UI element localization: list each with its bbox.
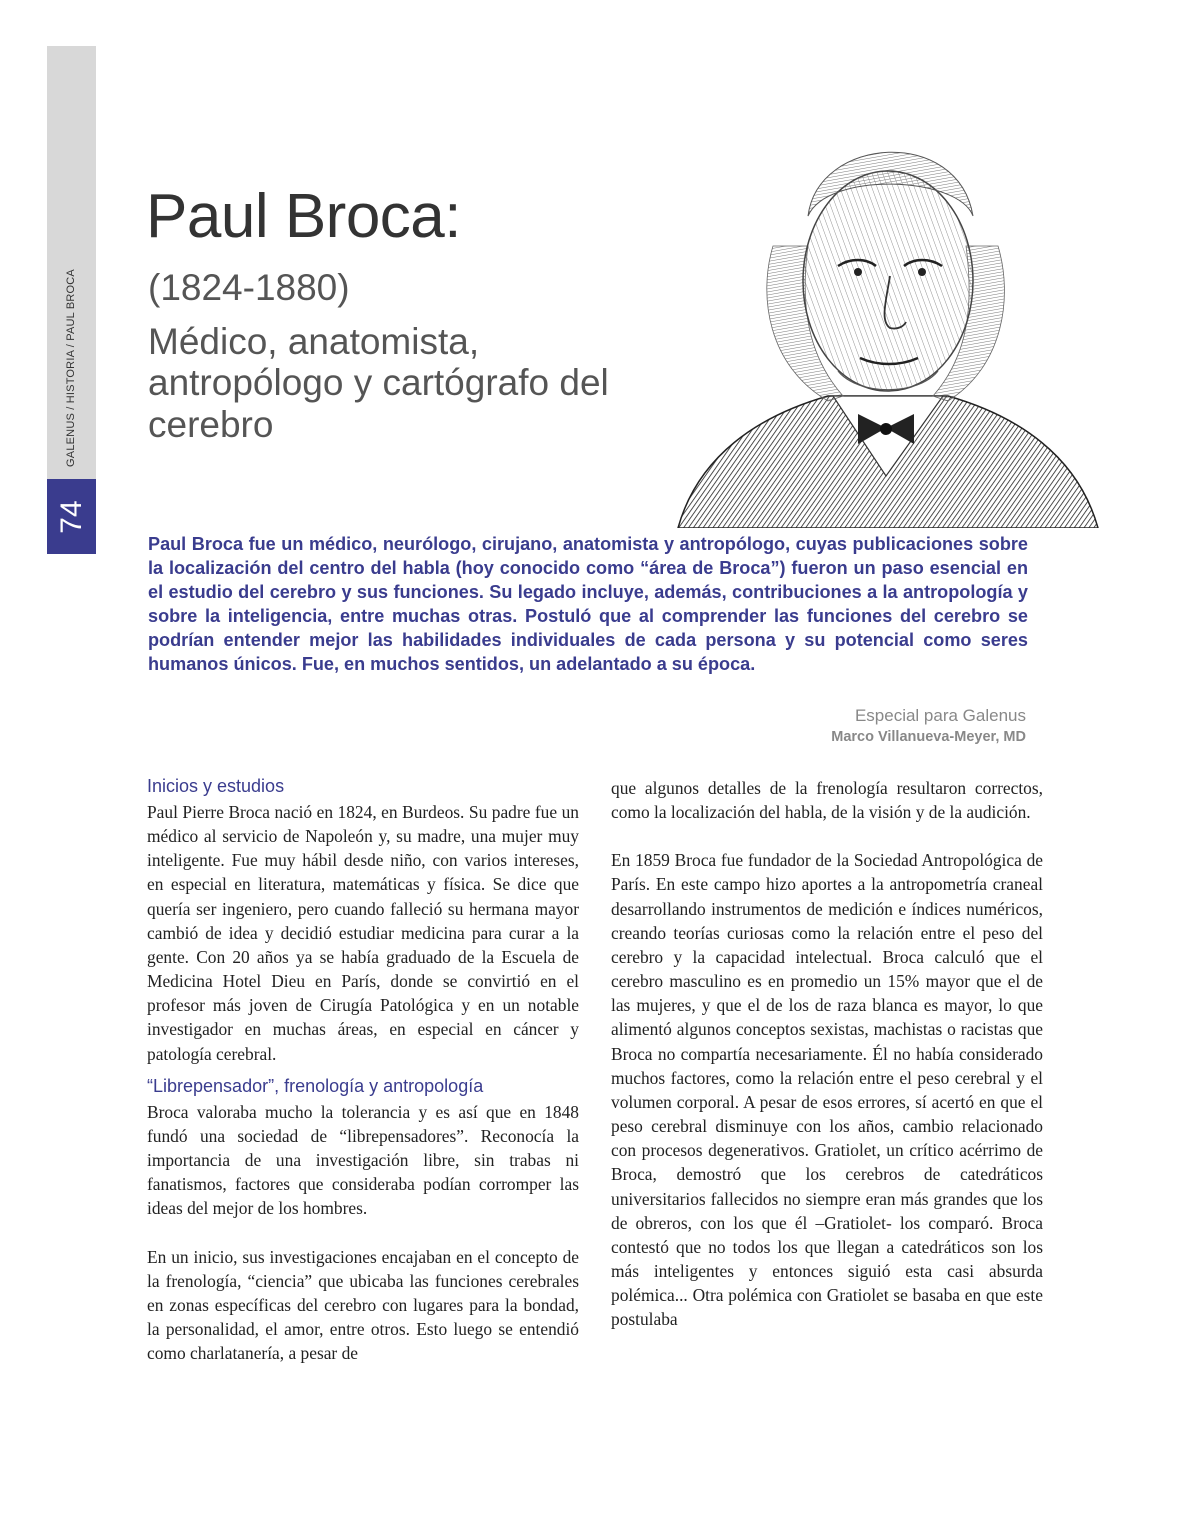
paragraph-3: En un inicio, sus investigaciones encajaban en el concepto de la frenología, “ciencia” que ubicaba las funciones cerebrales en zonas específicas del cerebro con lugares para la bondad, la personalidad, el amor, entre otros. Esto luego se entendió como charlatanería, a pesar de: [147, 1246, 579, 1364]
credit-special: Especial para Galenus: [854, 706, 1026, 725]
article-years: (1824-1880): [148, 267, 350, 308]
section-breadcrumb: GALENUS / HISTORIA / PAUL BROCA: [65, 269, 77, 467]
paragraph-1: Paul Pierre Broca nació en 1824, en Burdeos. Su padre fue un médico al servicio de Napoleón y, su madre, una mujer muy inteligente. Fue muy hábil desde niño, con varios intereses, en especial en literatura, matemáticas y física. Se dice que quería ser ingeniero, pero cuando falleció su hermana mayor cambió de idea y decidió estudiar medicina para curar a la gente. Con 20 años ya se había graduado de la Escuela de Medicina Hotel Dieu en París, donde se convirtió en el profesor más joven de Cirugía Patológica y en un notable investigador en muchas áreas, en especial en cáncer y patología cerebral.: [147, 802, 579, 1064]
page-number-tab: [47, 479, 96, 554]
paragraph-5: En 1859 Broca fue fundador de la Sociedad Antropológica de París. En este campo hizo aportes a la antropometría craneal desarrollando instrumentos de medición e índices numéricos, creando teorías curiosas como la relación entre el peso del cerebro y la capacidad intelectual. Broca calculó que el cerebro masculino es en promedio un 15% mayor que el de las mujeres, y que el de los de raza blanca es mayor, lo que alimentó algunos conceptos sexistas, machistas o racistas que Broca no compartía necesariamente. Él no había considerado muchos factores, como la relación entre el peso cerebral y el volumen corporal. A pesar de esos errores, sí acertó en que el peso cerebral disminuye con los años, cambio relacionado con procesos degenerativos. Gratiolet, un crítico acérrimo de Broca, demostró que los cerebros de catedráticos universitarios fallecidos no siempre eran más grandes que los de obreros, con los que él –Gratiolet- los comparó. Broca contestó que no todos los que llegan a catedráticos son los más inteligentes y entonces siguió esta casi absurda polémica... Otra polémica con Gratiolet se basaba en que este postulaba: [611, 850, 1043, 1330]
article-lead: Paul Broca fue un médico, neurólogo, cirujano, anatomista y antropólogo, cuyas publicaciones sobre la localización del centro del habla (hoy conocido como “área de Broca”) fueron un paso esencial en el estudio del cerebro y sus funciones. Su legado incluye, además, contribuciones a la antropología y sobre la inteligencia, entre muchas otras. Postuló que al comprender las funciones del cerebro se podrían entender mejor las habilidades individuales de cada persona y su potencial como seres humanos únicos. Fue, en muchos sentidos, un adelantado a su época.: [148, 534, 1028, 674]
section-heading-librepensador: “Librepensador”, frenología y antropología: [147, 1075, 484, 1096]
article-title: Paul Broca:: [146, 182, 462, 251]
column-left: [147, 774, 579, 1389]
paragraph-4: que algunos detalles de la frenología resultaron correctos, como la localización del habla, de la visión y de la audición.: [611, 778, 1043, 823]
engraved-portrait-icon: [668, 96, 1104, 528]
column-right: [611, 774, 1043, 1355]
section-heading-inicios: Inicios y estudios: [147, 776, 285, 796]
page-number: 74: [54, 499, 88, 534]
credit-author: Marco Villanueva-Meyer, MD: [831, 729, 1026, 745]
article-subtitle: Médico, anatomista, antropólogo y cartógrafo del cerebro: [148, 321, 609, 445]
paragraph-2: Broca valoraba mucho la tolerancia y es así que en 1848 fundó una sociedad de “librepensadores”. Reconocía la importancia de una investigación libre, sin trabas ni fanatismos, factores que consideraba podían corromper las ideas del mejor de los hombres.: [147, 1101, 579, 1219]
